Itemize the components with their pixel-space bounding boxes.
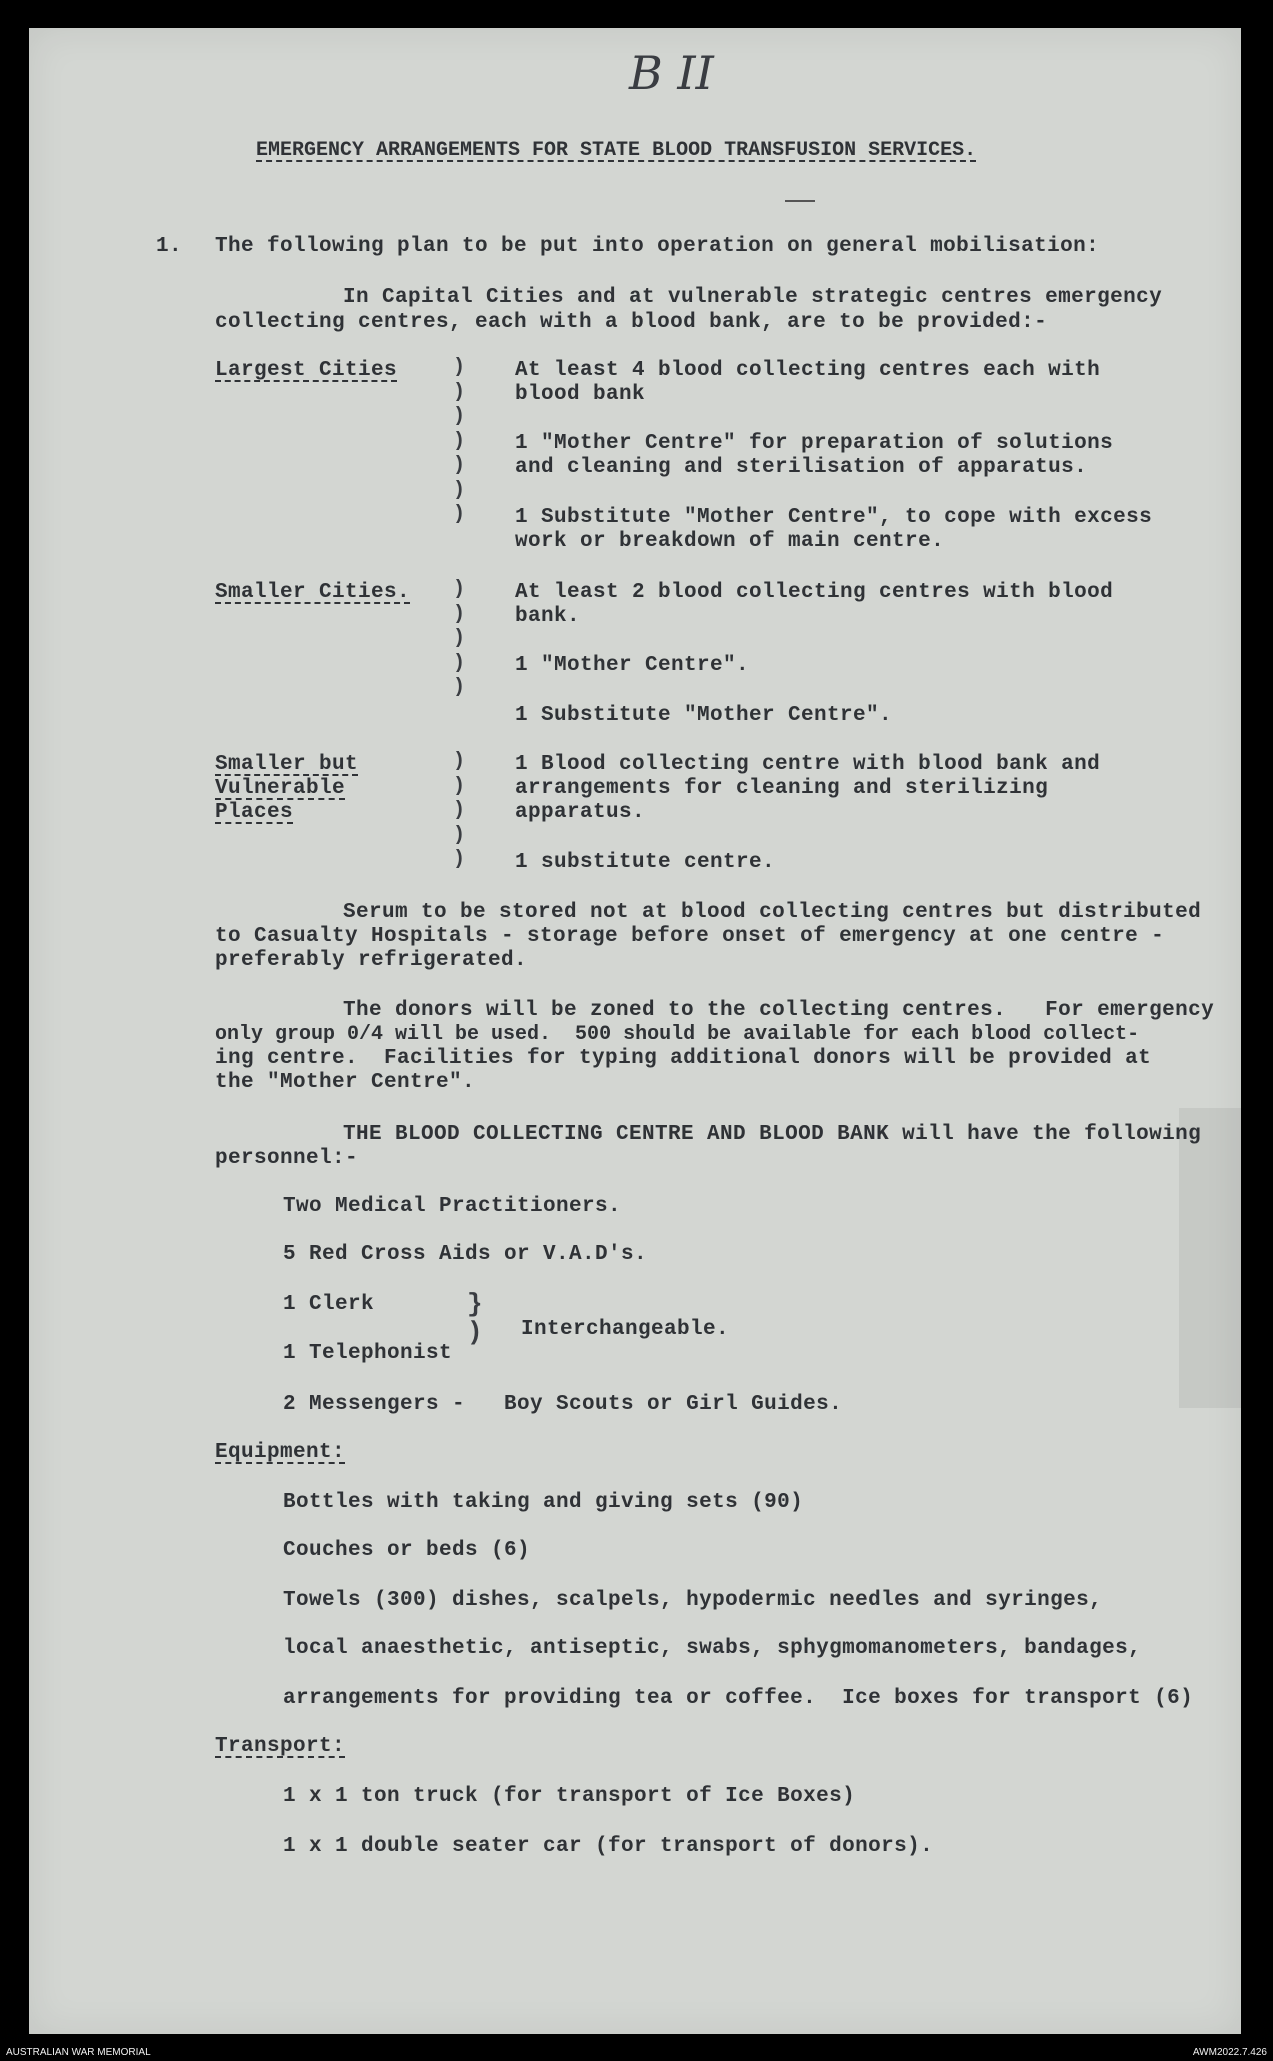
serum-para-line: to Casualty Hospitals - storage before onset of emergency at one centre - [215,925,1165,948]
personnel-para-line: THE BLOOD COLLECTING CENTRE AND BLOOD BANK will have the following [343,1123,1202,1146]
largest-cities-brace: ) ) ) ) ) ) ) [453,356,466,526]
equipment-line: local anaesthetic, antiseptic, swabs, sphygmomanometers, bandages, [283,1637,1142,1660]
donors-para-line: ing centre. Facilities for typing additional donors will be provided at [215,1047,1152,1070]
vulnerable-item-line: apparatus. [515,801,646,824]
personnel-aids: 5 Red Cross Aids or V.A.D's. [283,1243,648,1266]
intro-line: The following plan to be put into operation on general mobilisation: [215,235,1100,258]
smaller-item-line: 1 Substitute "Mother Centre". [515,704,893,727]
smaller-item-line: 1 "Mother Centre". [515,654,750,677]
pen-mark [785,200,815,202]
smaller-item-line: At least 2 blood collecting centres with blood [515,581,1114,604]
equipment-line: Couches or beds (6) [283,1539,531,1562]
equipment-line: arrangements for providing tea or coffee. Ice boxes for transport (6) [283,1687,1194,1710]
transport-line: 1 x 1 double seater car (for transport of donors). [283,1835,934,1858]
largest-item-line: 1 Substitute "Mother Centre", to cope with excess [515,506,1153,529]
archive-mark: B II [629,46,714,100]
largest-cities-label: Largest Cities [215,359,398,382]
personnel-messengers: 2 Messengers - Boy Scouts or Girl Guides. [283,1393,843,1416]
vulnerable-label-line: Places [215,801,294,824]
document-page [29,28,1241,2034]
vulnerable-brace: ) ) ) ) ) [453,750,466,871]
personnel-practitioners: Two Medical Practitioners. [283,1195,622,1218]
intro-para-line: In Capital Cities and at vulnerable strategic centres emergency [343,286,1163,309]
largest-item-line: work or breakdown of main centre. [515,530,945,553]
transport-line: 1 x 1 ton truck (for transport of Ice Boxes) [283,1785,856,1808]
personnel-clerk: 1 Clerk [283,1293,375,1316]
vulnerable-label-line: Vulnerable [215,777,346,800]
serum-para-line: Serum to be stored not at blood collecting centres but distributed [343,901,1202,924]
largest-item-line: and cleaning and sterilisation of apparatus. [515,456,1088,479]
donors-para-line: The donors will be zoned to the collecting centres. For emergency [343,999,1215,1022]
vulnerable-item-line: 1 Blood collecting centre with blood bank and [515,753,1101,776]
equipment-heading: Equipment: [215,1441,346,1464]
personnel-telephonist: 1 Telephonist [283,1342,453,1365]
section-number: 1. [156,235,183,258]
donors-para-line: only group 0/4 will be used. 500 should be available for each blood collect- [215,1023,1140,1046]
document-title: EMERGENCY ARRANGEMENTS FOR STATE BLOOD TRANSFUSION SERVICES. [256,139,977,162]
footer-accession-number: AWM2022.7.426 [1192,2047,1267,2058]
personnel-interchangeable: Interchangeable. [521,1318,730,1341]
smaller-cities-label: Smaller Cities. [215,581,411,604]
vulnerable-label-line: Smaller but [215,753,359,776]
vulnerable-item-line: 1 substitute centre. [515,851,776,874]
intro-para-line: collecting centres, each with a blood bank, are to be provided:- [215,311,1048,334]
largest-item-line: At least 4 blood collecting centres each with [515,359,1101,382]
donors-para-line: the "Mother Centre". [215,1071,476,1094]
serum-para-line: preferably refrigerated. [215,949,528,972]
transport-heading: Transport: [215,1735,346,1758]
largest-item-line: 1 "Mother Centre" for preparation of solutions [515,432,1114,455]
smaller-item-line: bank. [515,605,581,628]
equipment-line: Bottles with taking and giving sets (90) [283,1491,804,1514]
equipment-line: Towels (300) dishes, scalpels, hypodermic needles and syringes, [283,1589,1103,1612]
footer-institution: AUSTRALIAN WAR MEMORIAL [6,2047,151,2058]
personnel-para-line: personnel:- [215,1147,359,1170]
largest-item-line: blood bank [515,383,646,406]
fold-crease [1179,1108,1241,1408]
vulnerable-item-line: arrangements for cleaning and sterilizing [515,777,1049,800]
smaller-cities-brace: ) ) ) ) ) [453,578,466,699]
personnel-brace: } ) [467,1289,483,1347]
